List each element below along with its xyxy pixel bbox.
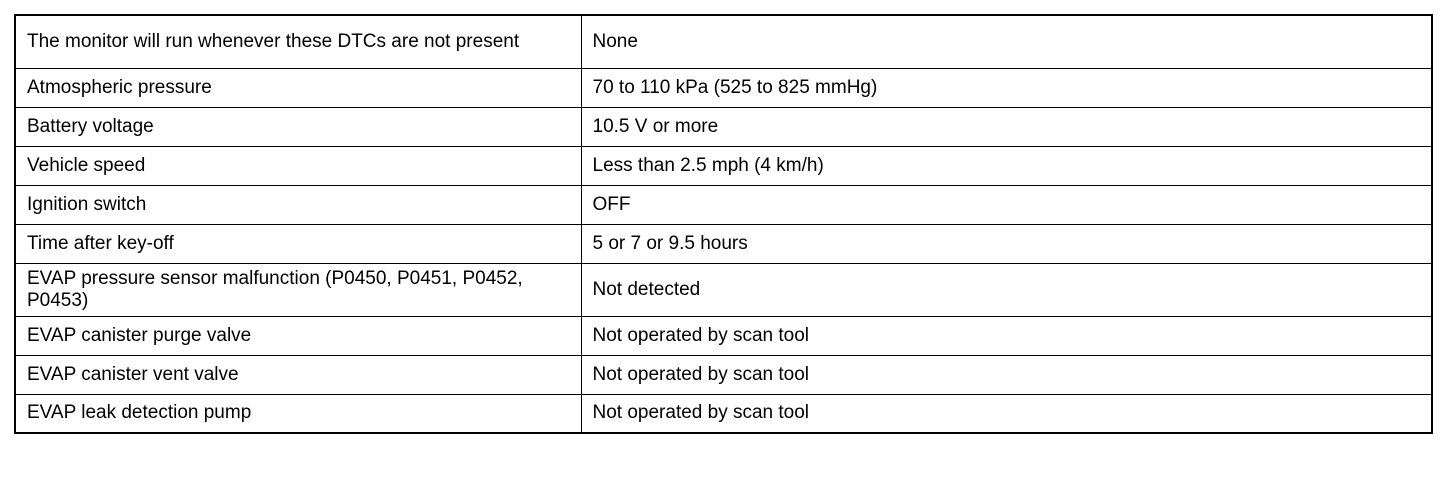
table-row	[15, 355, 1432, 394]
table-row	[15, 224, 1432, 263]
condition-cell: EVAP canister purge valve	[15, 316, 581, 355]
value-cell: 5 or 7 or 9.5 hours	[581, 224, 1432, 263]
condition-cell: Vehicle speed	[15, 146, 581, 185]
table-row	[15, 107, 1432, 146]
condition-cell: Atmospheric pressure	[15, 68, 581, 107]
table-row	[15, 316, 1432, 355]
table-row	[15, 146, 1432, 185]
monitor-conditions-table	[14, 14, 1433, 434]
value-cell: Not detected	[581, 263, 1432, 316]
condition-cell: Battery voltage	[15, 107, 581, 146]
table-row	[15, 263, 1432, 316]
value-cell: OFF	[581, 185, 1432, 224]
value-cell: Not operated by scan tool	[581, 394, 1432, 433]
value-cell: 10.5 V or more	[581, 107, 1432, 146]
value-cell: Less than 2.5 mph (4 km/h)	[581, 146, 1432, 185]
value-cell: None	[581, 15, 1432, 68]
value-cell: Not operated by scan tool	[581, 316, 1432, 355]
table-row	[15, 185, 1432, 224]
condition-cell: Time after key-off	[15, 224, 581, 263]
condition-cell: EVAP canister vent valve	[15, 355, 581, 394]
table-row	[15, 394, 1432, 433]
value-cell: Not operated by scan tool	[581, 355, 1432, 394]
condition-cell: EVAP pressure sensor malfunction (P0450, P0451, P0452, P0453)	[15, 263, 581, 316]
value-cell: 70 to 110 kPa (525 to 825 mmHg)	[581, 68, 1432, 107]
table-row	[15, 68, 1432, 107]
condition-cell: The monitor will run whenever these DTCs are not present	[15, 15, 581, 68]
table-row	[15, 15, 1432, 68]
condition-cell: EVAP leak detection pump	[15, 394, 581, 433]
condition-cell: Ignition switch	[15, 185, 581, 224]
